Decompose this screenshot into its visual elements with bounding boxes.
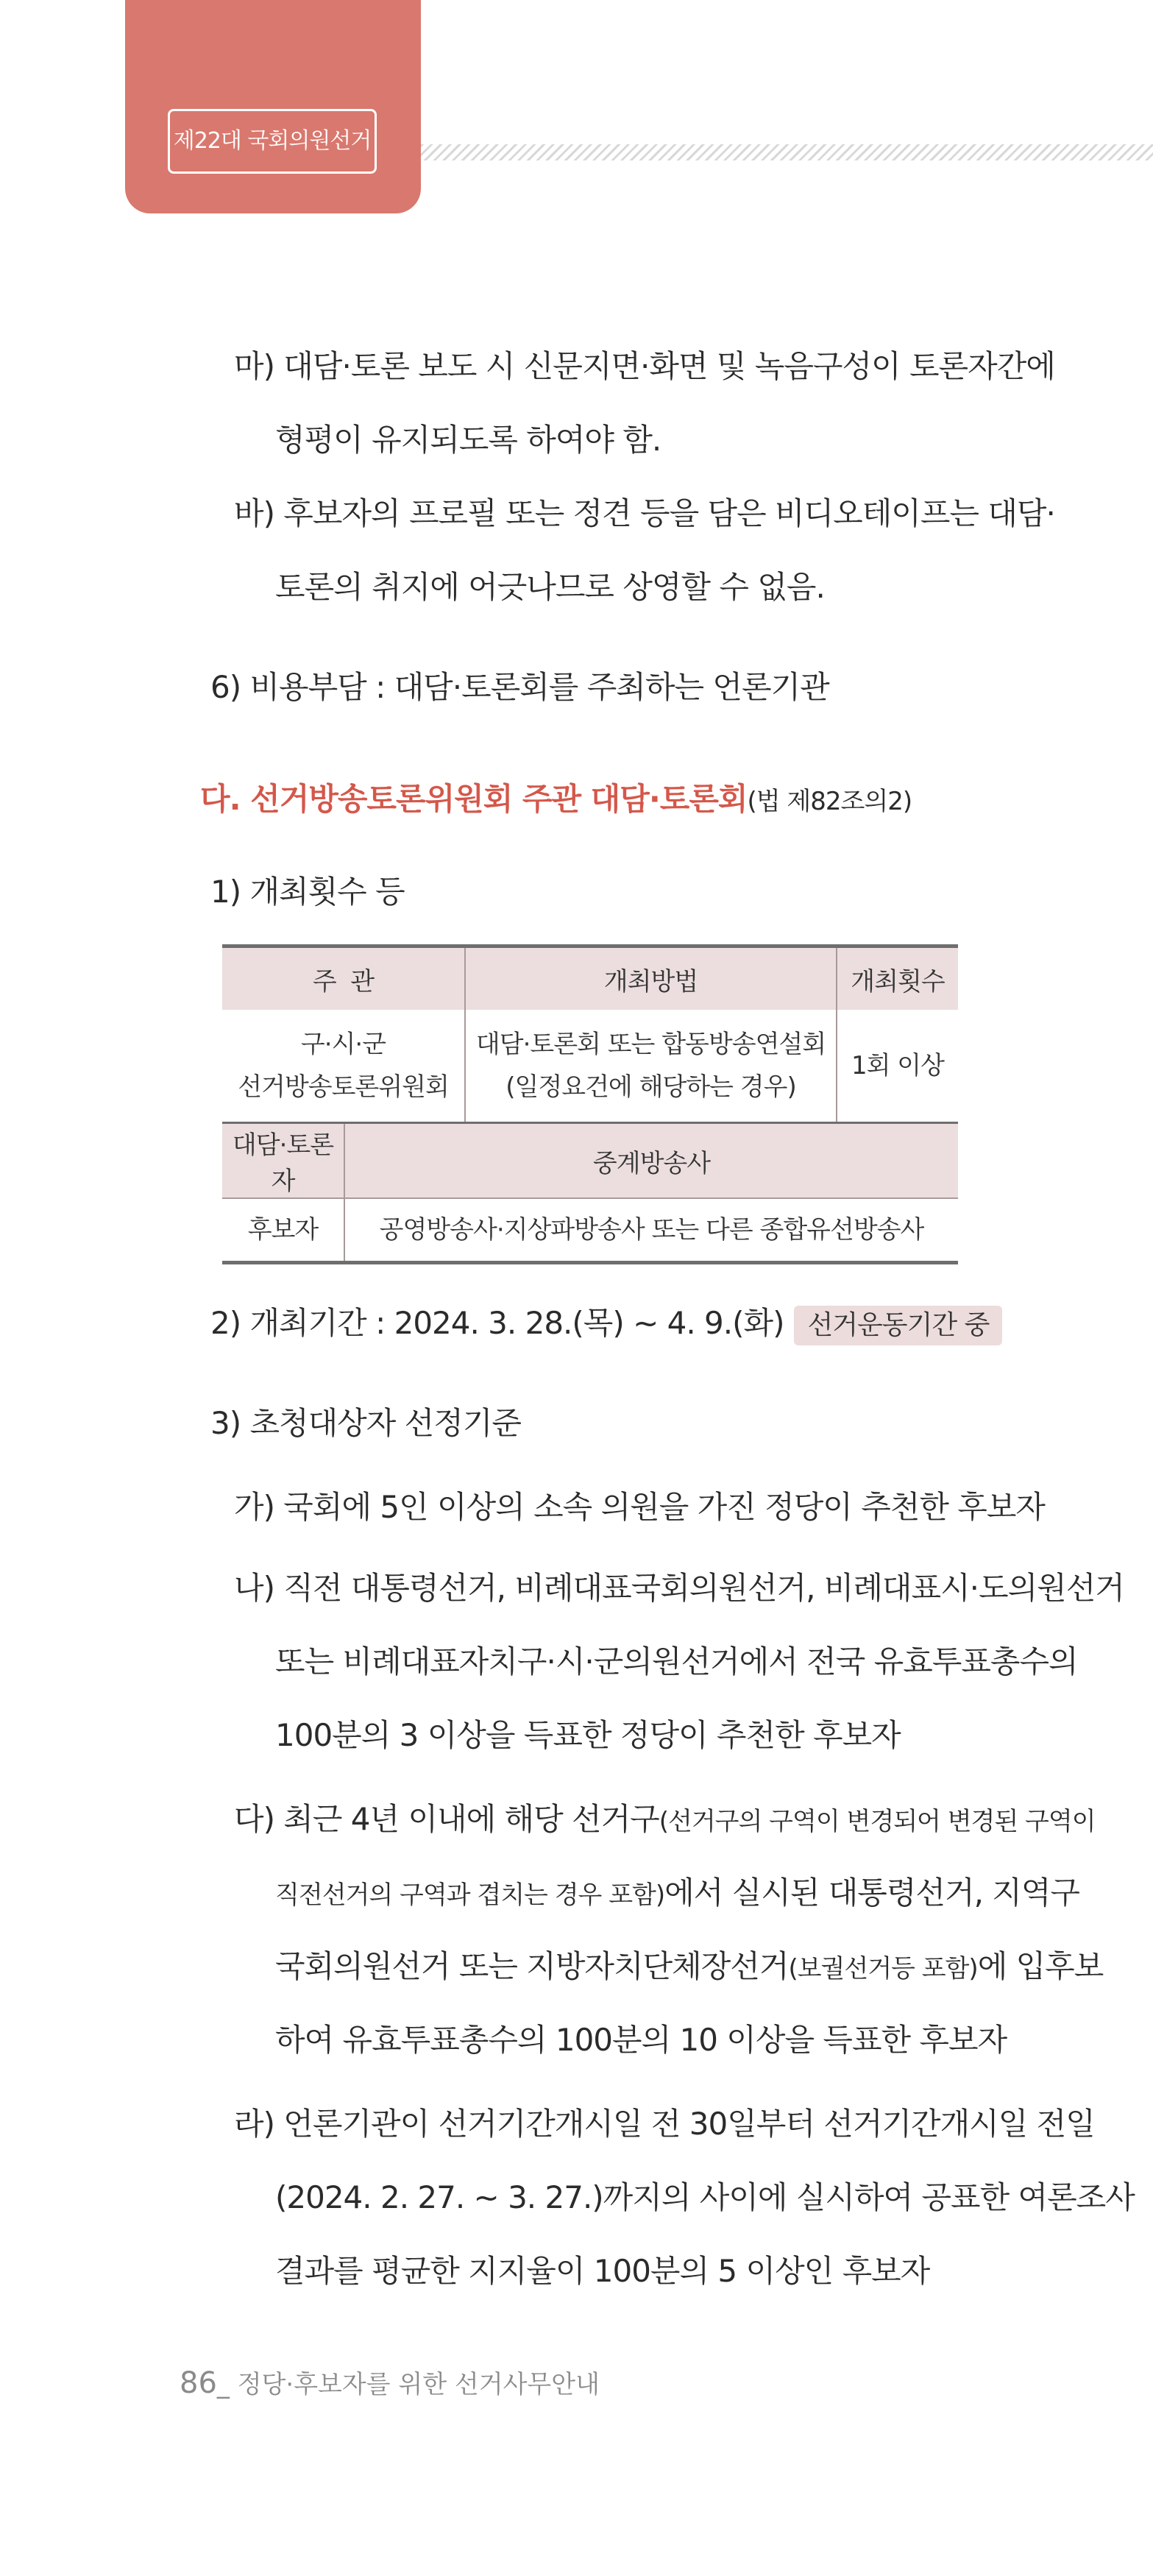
criteria-da-line2-main: 에서 실시된 대통령선거, 지역구 xyxy=(664,1875,1079,1911)
count-cell: 1회 이상 xyxy=(837,1010,958,1123)
item-ba-line2: 토론의 취지에 어긋나므로 상영할 수 없음. xyxy=(275,569,825,605)
host-line2: 선거방송토론위원회 xyxy=(238,1072,449,1102)
section-law-ref: (법 제82조의2) xyxy=(747,787,912,816)
period-text: 2) 개최기간 : 2024. 3. 28.(목) ~ 4. 9.(화) xyxy=(210,1305,784,1341)
criteria-da-line1-note: (선거구의 구역이 변경되어 변경된 구역이 xyxy=(659,1807,1096,1836)
criteria-da-line3-note: (보궐선거등 포함) xyxy=(788,1954,978,1984)
header-debater: 대담·토론자 xyxy=(222,1124,344,1198)
header-count: 개최횟수 xyxy=(837,946,958,1011)
criteria-da-line2 xyxy=(275,1872,1079,1916)
criteria-da-line3-main: 국회의원선거 또는 지방자치단체장선거 xyxy=(275,1948,789,1984)
method-line1: 대담·토론회 또는 합동방송연설회 xyxy=(475,1030,826,1059)
method-cell xyxy=(465,1010,837,1123)
criteria-ra-line3: 결과를 평균한 지지율이 100분의 5 이상인 후보자 xyxy=(275,2253,930,2289)
item-ba-line1: 바) 후보자의 프로필 또는 정견 등을 담은 비디오테이프는 대담· xyxy=(234,495,1055,531)
criteria-da-line3 xyxy=(275,1946,1103,1989)
count-heading: 1) 개최횟수 등 xyxy=(210,874,405,910)
host-line1: 구·시·군 xyxy=(300,1030,386,1059)
method-line2: (일정요건에 해당하는 경우) xyxy=(505,1072,796,1102)
host-cell xyxy=(222,1010,465,1123)
footer-title: _ 정당·후보자를 위한 선거사무안내 xyxy=(216,2370,600,2399)
item-ma-line1: 마) 대담·토론 보도 시 신문지면·화면 및 녹음구성이 토론자간에 xyxy=(234,348,1055,384)
criteria-da-line2-note: 직전선거의 구역과 겹치는 경우 포함) xyxy=(275,1880,665,1910)
period-item xyxy=(210,1303,1002,1345)
criteria-na-line2: 또는 비례대표자치구·시·군의원선거에서 전국 유효투표총수의 xyxy=(275,1643,1078,1680)
header-hatch-divider xyxy=(421,144,1153,160)
criteria-na-line1: 나) 직전 대통령선거, 비례대표국회의원선거, 비례대표시·도의원선거 xyxy=(234,1570,1124,1606)
table-row xyxy=(222,1198,958,1263)
criteria-ga: 가) 국회에 5인 이상의 소속 의원을 가진 정당이 추천한 후보자 xyxy=(234,1489,1045,1525)
criteria-da-line1-main: 다) 최근 4년 이내에 해당 선거구 xyxy=(234,1801,659,1837)
criteria-na-line3: 100분의 3 이상을 득표한 정당이 추천한 후보자 xyxy=(275,1717,901,1753)
criteria-ra-line2: (2024. 2. 27. ~ 3. 27.)까지의 사이에 실시하여 공표한 여론조사 xyxy=(275,2179,1135,2215)
page-footer xyxy=(180,2364,600,2400)
criteria-heading: 3) 초청대상자 선정기준 xyxy=(210,1405,521,1441)
header-method: 개최방법 xyxy=(465,946,837,1011)
debater-cell: 후보자 xyxy=(222,1198,344,1263)
table-header-row xyxy=(222,946,958,1011)
election-label: 제22대 국회의원선거 xyxy=(168,109,377,174)
item-ma-line2: 형평이 유지되도록 하여야 함. xyxy=(275,422,661,458)
criteria-da-line1 xyxy=(234,1799,1096,1842)
cost-item: 6) 비용부담 : 대담·토론회를 주최하는 언론기관 xyxy=(210,669,829,705)
page-number: 86 xyxy=(180,2366,217,2400)
section-heading xyxy=(200,779,912,822)
header-broadcaster: 중계방송사 xyxy=(344,1124,958,1198)
criteria-ra-line1: 라) 언론기관이 선거기간개시일 전 30일부터 선거기간개시일 전일 xyxy=(234,2106,1095,2142)
section-title: 다. 선거방송토론위원회 주관 대담·토론회 xyxy=(200,781,748,817)
campaign-period-tag: 선거운동기간 중 xyxy=(794,1306,1002,1345)
host-method-table xyxy=(222,944,958,1125)
debater-broadcaster-table xyxy=(222,1124,958,1264)
criteria-da-line4: 하여 유효투표총수의 100분의 10 이상을 득표한 후보자 xyxy=(275,2022,1007,2058)
header-host: 주 관 xyxy=(222,946,465,1011)
table-header-row xyxy=(222,1124,958,1198)
criteria-da-line3-end: 에 입후보 xyxy=(977,1948,1104,1984)
header-tab xyxy=(125,0,421,213)
broadcaster-cell: 공영방송사·지상파방송사 또는 다른 종합유선방송사 xyxy=(344,1198,958,1263)
table-row xyxy=(222,1010,958,1123)
